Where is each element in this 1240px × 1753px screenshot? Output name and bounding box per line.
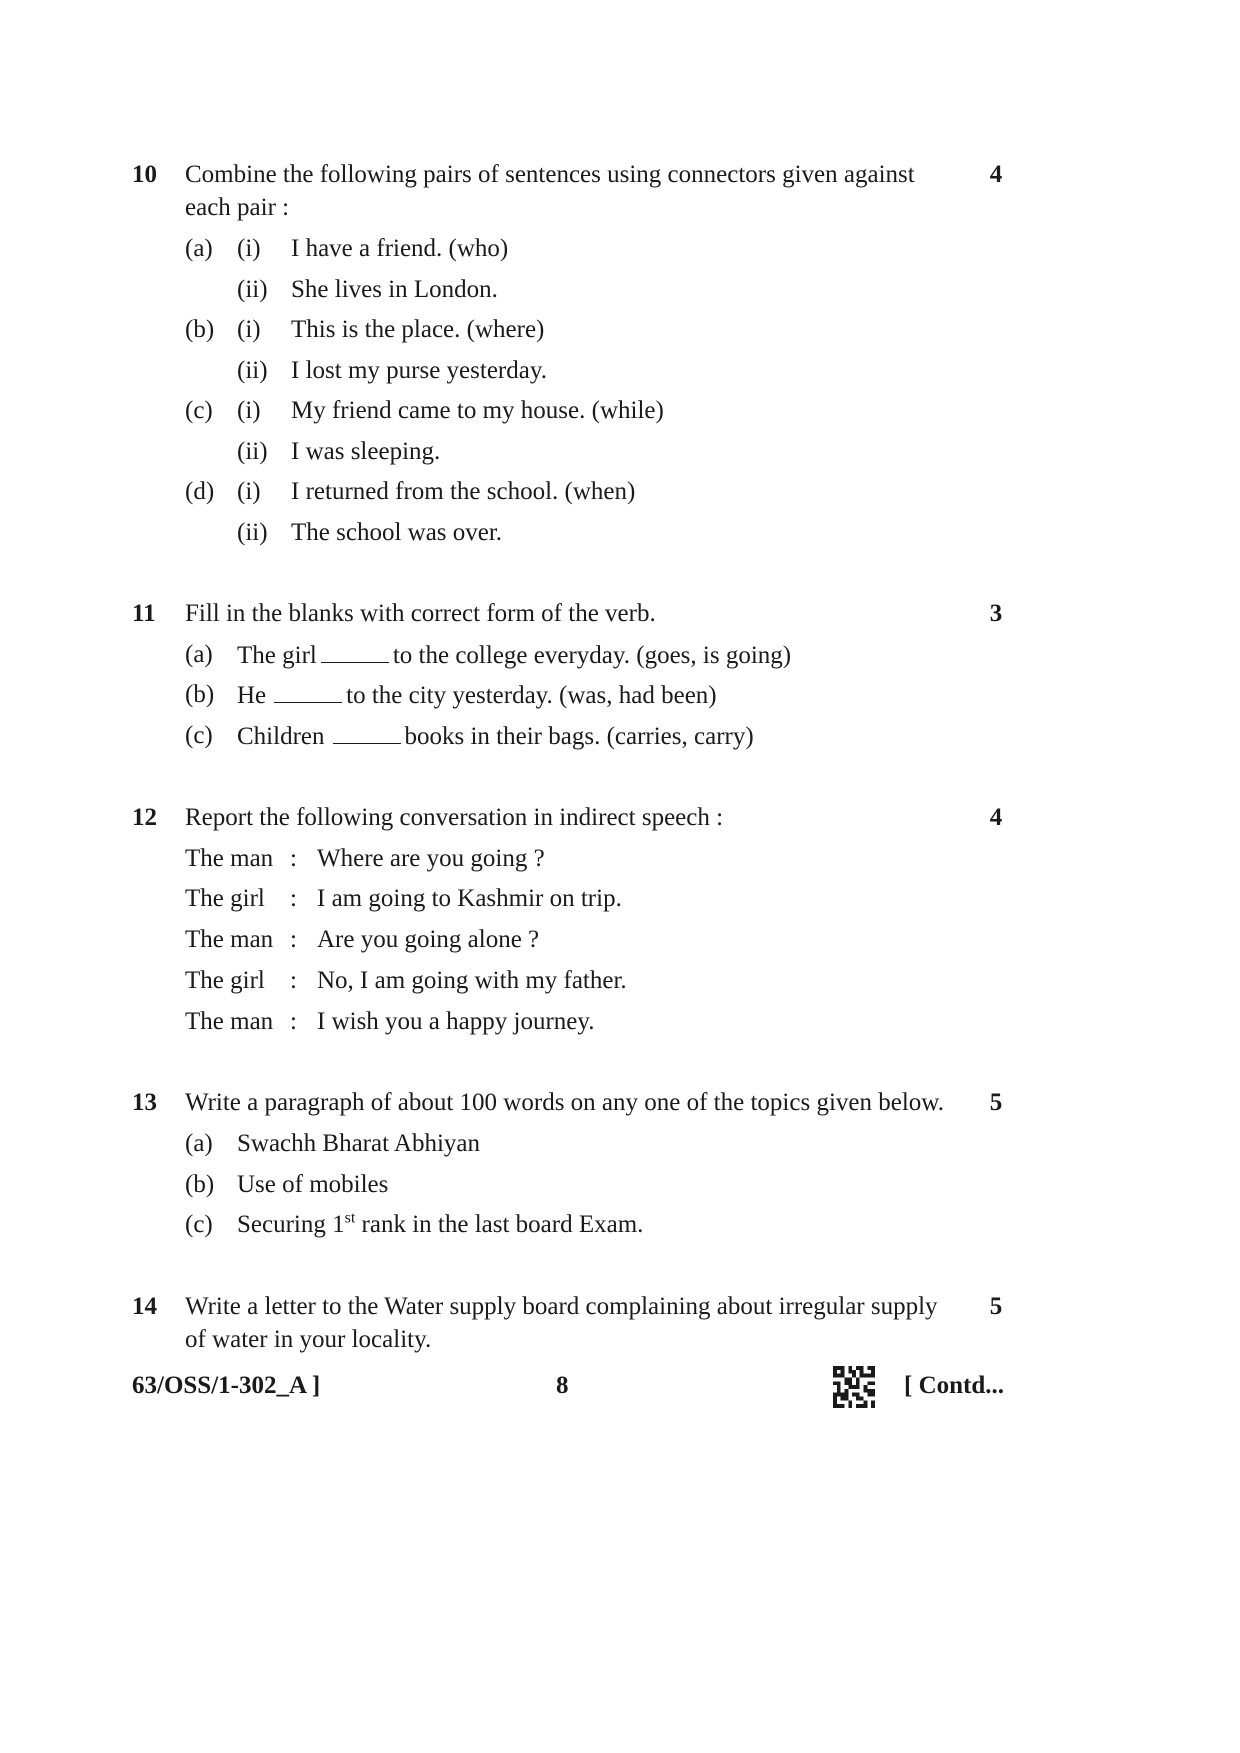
ordinal-suffix: st	[344, 1209, 356, 1227]
answer-blank	[321, 642, 389, 663]
sub-item-text: I have a friend. (who)	[291, 235, 509, 262]
question-text: Combine the following pairs of sentences using connectors given against	[185, 161, 915, 188]
fill-blank-item	[237, 642, 791, 668]
continued-marker: [ Contd...	[904, 1372, 1005, 1399]
question-marks: 5	[989, 1089, 1003, 1116]
question-text: of water in your locality.	[185, 1326, 432, 1353]
sub-item-label: (ii)	[237, 438, 268, 465]
sub-item-label: (i)	[237, 478, 261, 505]
qr-code-icon	[832, 1366, 876, 1413]
dialogue-separator: :	[290, 845, 297, 872]
sub-item-label: (i)	[237, 235, 261, 262]
question-marks: 4	[989, 804, 1003, 831]
fill-blank-before: The girl	[237, 642, 317, 669]
item-label: (c)	[185, 397, 213, 424]
dialogue-separator: :	[290, 926, 297, 953]
topic-text	[237, 1209, 644, 1238]
item-label: (d)	[185, 478, 215, 505]
sub-item-label: (i)	[237, 316, 261, 343]
item-label: (b)	[185, 1171, 215, 1198]
question-text: Write a paragraph of about 100 words on any one of the topics given below.	[185, 1089, 944, 1116]
question-marks: 4	[989, 161, 1003, 188]
item-label: (a)	[185, 641, 213, 668]
sub-item-label: (i)	[237, 397, 261, 424]
item-label: (a)	[185, 235, 213, 262]
fill-blank-before: Children	[237, 723, 325, 750]
sub-item-text: I was sleeping.	[291, 438, 441, 465]
item-label: (c)	[185, 1211, 213, 1238]
dialogue-separator: :	[290, 1008, 297, 1035]
question-text: Write a letter to the Water supply board complaining about irregular supply	[185, 1293, 938, 1320]
dialogue-speaker: The man	[185, 845, 274, 872]
question-marks: 3	[989, 600, 1003, 627]
fill-blank-item	[237, 682, 717, 708]
dialogue-line: Where are you going ?	[317, 845, 545, 872]
dialogue-line: Are you going alone ?	[317, 926, 540, 953]
dialogue-speaker: The girl	[185, 967, 265, 994]
dialogue-line: I wish you a happy journey.	[317, 1008, 595, 1035]
fill-blank-item	[237, 723, 754, 749]
page-number: 8	[556, 1372, 569, 1399]
question-marks: 5	[989, 1293, 1003, 1320]
dialogue-speaker: The girl	[185, 885, 265, 912]
item-label: (b)	[185, 316, 215, 343]
dialogue-separator: :	[290, 967, 297, 994]
item-label: (a)	[185, 1130, 213, 1157]
question-text: Report the following conversation in indirect speech :	[185, 804, 724, 831]
sub-item-text: She lives in London.	[291, 276, 498, 303]
answer-blank	[274, 682, 342, 703]
topic-text-pre: Securing 1	[237, 1211, 345, 1238]
fill-blank-before: He	[237, 682, 267, 709]
item-label: (b)	[185, 681, 215, 708]
topic-text-post: rank in the last board Exam.	[355, 1211, 644, 1238]
fill-blank-after: books in their bags. (carries, carry)	[404, 723, 754, 750]
dialogue-separator: :	[290, 885, 297, 912]
sub-item-text: I lost my purse yesterday.	[291, 357, 547, 384]
question-number: 13	[132, 1089, 157, 1116]
topic-text: Use of mobiles	[237, 1171, 389, 1198]
sub-item-label: (ii)	[237, 519, 268, 546]
dialogue-line: I am going to Kashmir on trip.	[317, 885, 622, 912]
dialogue-line: No, I am going with my father.	[317, 967, 627, 994]
sub-item-text: This is the place. (where)	[291, 316, 545, 343]
question-text: Fill in the blanks with correct form of the verb.	[185, 600, 656, 627]
question-number: 12	[132, 804, 157, 831]
question-number: 14	[132, 1293, 157, 1320]
question-number: 10	[132, 161, 157, 188]
fill-blank-after: to the college everyday. (goes, is going)	[392, 642, 792, 669]
sub-item-label: (ii)	[237, 276, 268, 303]
sub-item-text: I returned from the school. (when)	[291, 478, 636, 505]
item-label: (c)	[185, 722, 213, 749]
question-text: each pair :	[185, 194, 290, 221]
sub-item-label: (ii)	[237, 357, 268, 384]
sub-item-text: My friend came to my house. (while)	[291, 397, 664, 424]
topic-text: Swachh Bharat Abhiyan	[237, 1130, 481, 1157]
sub-item-text: The school was over.	[291, 519, 503, 546]
answer-blank	[333, 723, 401, 744]
fill-blank-after: to the city yesterday. (was, had been)	[346, 682, 717, 709]
dialogue-speaker: The man	[185, 926, 274, 953]
paper-code: 63/OSS/1-302_A ]	[132, 1372, 321, 1399]
question-number: 11	[132, 600, 156, 627]
dialogue-speaker: The man	[185, 1008, 274, 1035]
